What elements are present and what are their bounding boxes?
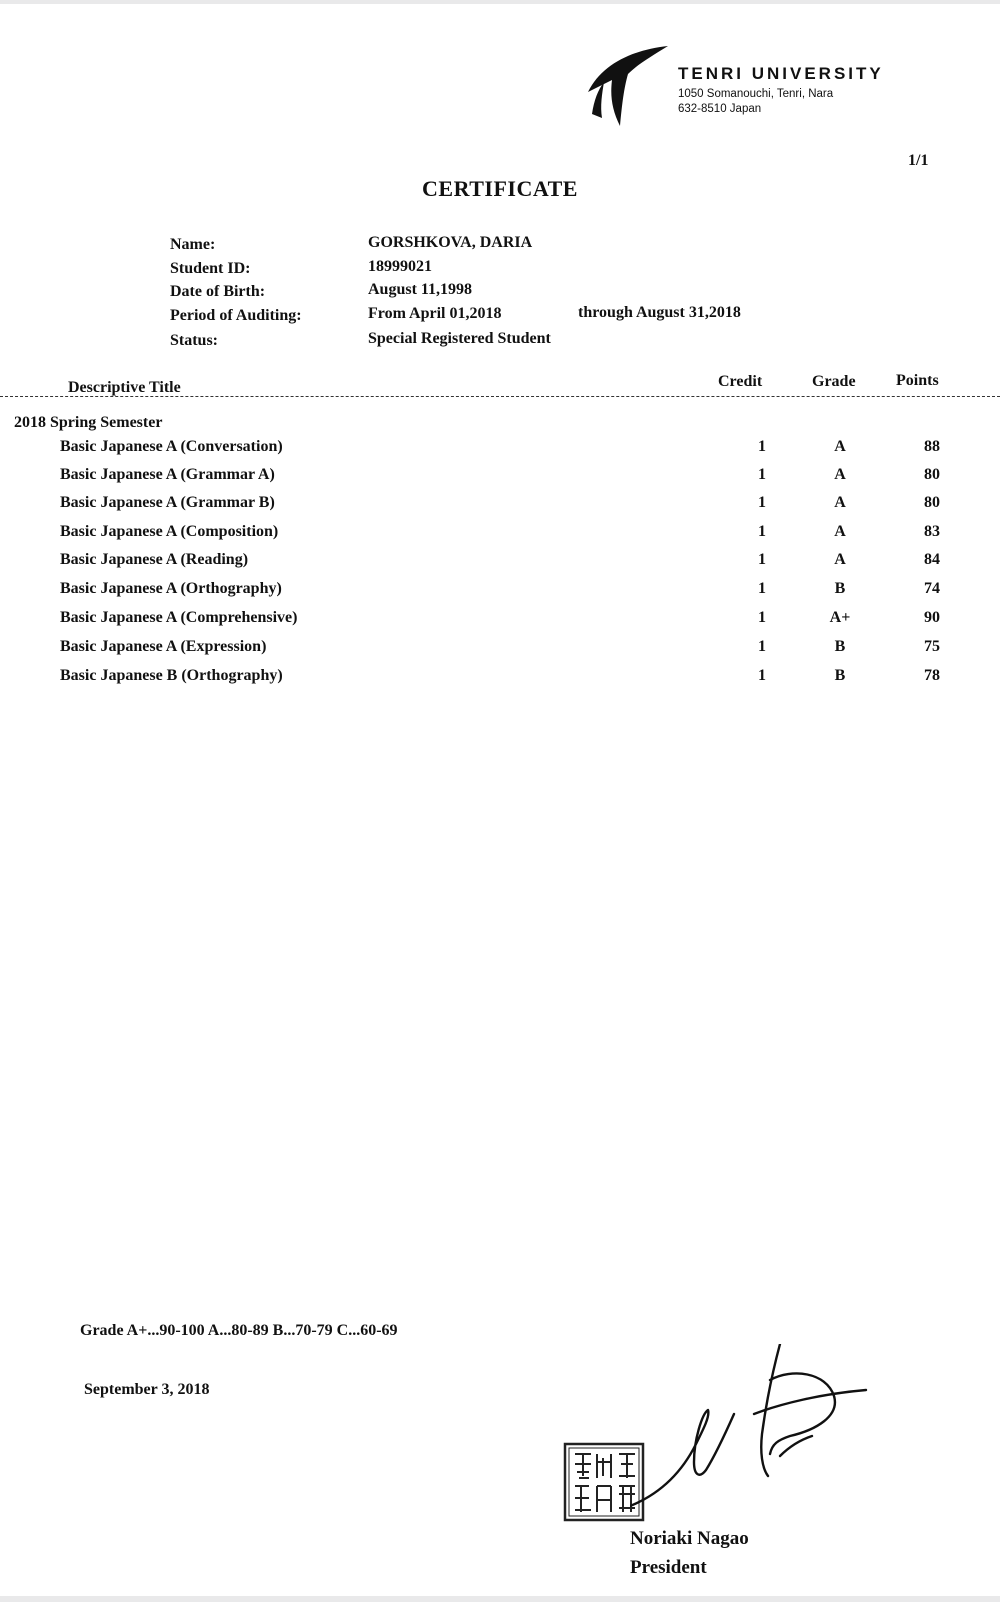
course-grade: B [834,638,846,655]
table-row [0,609,1000,637]
header-divider [0,396,1000,397]
course-credit: 1 [758,438,766,455]
table-row [0,494,1000,522]
university-header [678,64,884,117]
course-credit: 1 [758,523,766,540]
name-value: GORSHKOVA, DARIA [368,234,533,251]
header-credit: Credit [718,373,763,390]
university-address-line1: 1050 Somanouchi, Tenri, Nara [678,88,834,100]
course-credit: 1 [758,466,766,483]
dob-label: Date of Birth: [170,283,266,300]
course-grade: A [834,551,846,568]
course-title: Basic Japanese A (Orthography) [60,580,282,597]
table-row [0,523,1000,551]
document-title: CERTIFICATE [422,176,578,201]
university-logo-icon [582,44,672,130]
header-grade: Grade [812,373,856,390]
table-row [0,551,1000,579]
course-credit: 1 [758,667,766,684]
course-credit: 1 [758,609,766,626]
university-address-line2: 632-8510 Japan [678,103,762,115]
table-row [0,466,1000,494]
course-grade: B [834,667,846,684]
course-grade: A [834,494,846,511]
table-row [0,580,1000,608]
course-points: 80 [924,466,940,483]
course-grade: A+ [829,609,851,626]
header-descriptive-title: Descriptive Title [68,379,181,396]
dob-value: August 11,1998 [368,281,473,298]
page-number: 1/1 [908,152,929,169]
course-grade: A [834,438,846,455]
signature-icon [630,1344,880,1524]
course-credit: 1 [758,638,766,655]
issue-date: September 3, 2018 [84,1381,210,1398]
course-credit: 1 [758,580,766,597]
period-through: through August 31,2018 [578,304,741,321]
grade-legend: Grade A+...90-100 A...80-89 B...70-79 C...60-69 [80,1322,398,1339]
course-title: Basic Japanese A (Expression) [60,638,267,655]
student-id-label: Student ID: [170,260,251,277]
course-title: Basic Japanese A (Grammar B) [60,494,275,511]
course-grade: A [834,523,846,540]
course-title: Basic Japanese A (Grammar A) [60,466,275,483]
status-value: Special Registered Student [368,330,551,347]
course-grade: B [834,580,846,597]
course-title: Basic Japanese A (Reading) [60,551,249,568]
course-title: Basic Japanese A (Conversation) [60,438,283,455]
course-points: 78 [924,667,940,684]
course-grade: A [834,466,846,483]
semester-heading: 2018 Spring Semester [14,414,163,431]
course-points: 88 [924,438,940,455]
course-points: 90 [924,609,940,626]
president-title: President [630,1557,707,1578]
course-title: Basic Japanese A (Comprehensive) [60,609,298,626]
president-name: Noriaki Nagao [630,1528,749,1549]
course-title: Basic Japanese B (Orthography) [60,667,283,684]
course-points: 83 [924,523,940,540]
period-value: From April 01,2018 [368,305,502,322]
course-credit: 1 [758,551,766,568]
student-id-value: 18999021 [368,258,432,275]
table-row [0,638,1000,666]
course-points: 74 [924,580,940,597]
status-label: Status: [170,332,219,349]
course-credit: 1 [758,494,766,511]
certificate-page [0,4,1000,1596]
course-points: 84 [924,551,940,568]
header-points: Points [896,372,939,389]
university-name: TENRI UNIVERSITY [678,64,884,83]
table-row [0,667,1000,695]
course-title: Basic Japanese A (Composition) [60,523,279,540]
name-label: Name: [170,236,216,253]
period-label: Period of Auditing: [170,307,302,324]
course-points: 80 [924,494,940,511]
table-row [0,438,1000,466]
course-points: 75 [924,638,940,655]
